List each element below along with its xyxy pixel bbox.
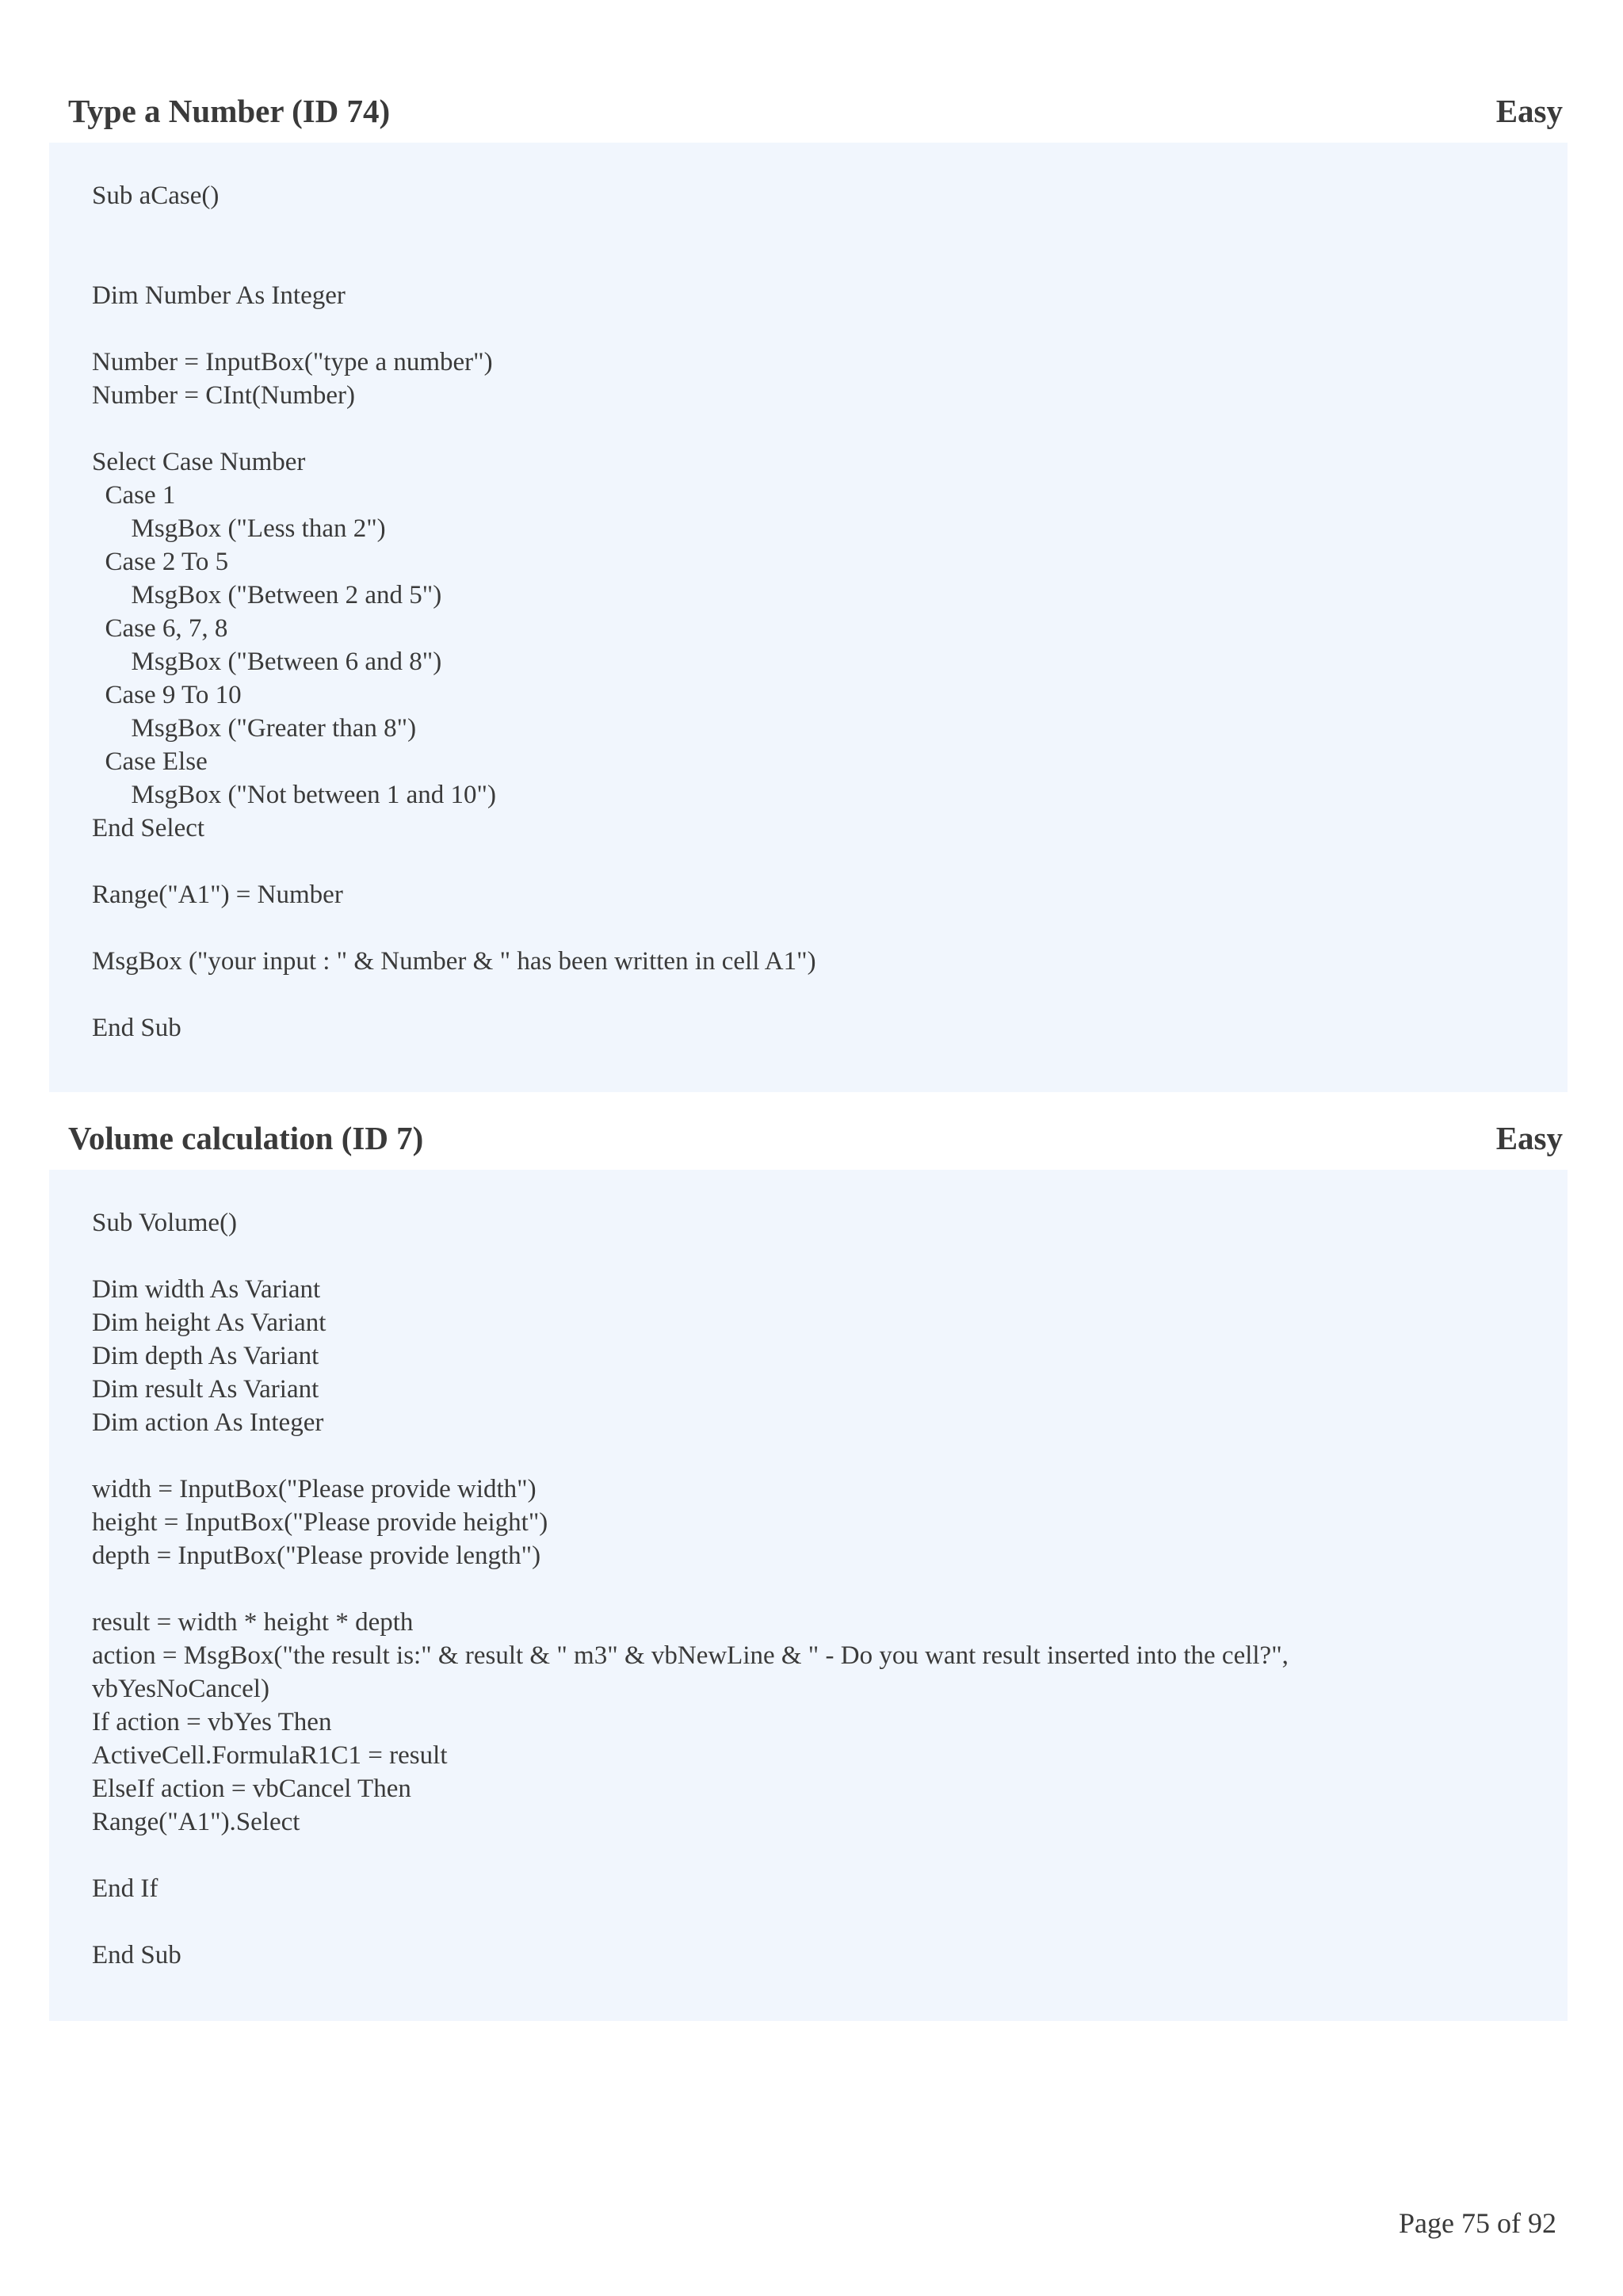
code-line (92, 246, 1568, 279)
code-line: Case 2 To 5 (92, 548, 229, 576)
code-line: ActiveCell.FormulaR1C1 = result (92, 1741, 448, 1770)
difficulty-label: Easy (1495, 93, 1563, 129)
difficulty-label: Easy (1495, 1120, 1563, 1156)
code-line: MsgBox ("Greater than 8") (92, 714, 417, 743)
section-volume-calculation (49, 1116, 1568, 1969)
code-block (49, 143, 1568, 1092)
code-line: Dim depth As Variant (92, 1342, 319, 1370)
code-line: If action = vbYes Then (92, 1708, 332, 1736)
code-line: ElseIf action = vbCancel Then (92, 1775, 411, 1803)
page-number: Page 75 of 92 (1399, 2207, 1556, 2239)
code-line: result = width * height * depth (92, 1608, 414, 1637)
section-header (49, 1116, 1568, 1160)
code-line (92, 978, 1568, 1011)
code-line: Case Else (92, 747, 208, 776)
code-line (92, 845, 1568, 878)
code-line: height = InputBox("Please provide height") (92, 1508, 548, 1537)
code-block (49, 1170, 1568, 2021)
code-line: Number = CInt(Number) (92, 381, 356, 410)
code-line: MsgBox ("Between 2 and 5") (92, 581, 442, 609)
code-line: action = MsgBox("the result is:" & result & " m3" & vbNewLine & " - Do you want result inserted into the cell?", (92, 1641, 1289, 1670)
section-header (49, 89, 1568, 133)
code-line: Select Case Number (92, 448, 306, 476)
code-line: MsgBox ("Between 6 and 8") (92, 648, 442, 676)
code-line: Case 1 (92, 481, 176, 510)
code-line (92, 412, 1568, 445)
code-line: End If (92, 1874, 158, 1903)
code-line (92, 1839, 1568, 1872)
code-line: MsgBox ("Less than 2") (92, 514, 386, 543)
code-line: Range("A1") = Number (92, 881, 343, 909)
code-line: MsgBox ("your input : " & Number & " has been written in cell A1") (92, 947, 816, 976)
code-line: Dim height As Variant (92, 1308, 327, 1337)
code-line (92, 1240, 1568, 1273)
code-line: width = InputBox("Please provide width") (92, 1475, 537, 1503)
code-line: MsgBox ("Not between 1 and 10") (92, 781, 496, 809)
code-line (92, 1572, 1568, 1606)
code-line (92, 312, 1568, 346)
code-line: Dim result As Variant (92, 1375, 319, 1404)
code-line: Case 6, 7, 8 (92, 614, 228, 643)
code-line: Sub Volume() (92, 1209, 238, 1237)
code-line: End Select (92, 814, 205, 842)
code-line: Number = InputBox("type a number") (92, 348, 493, 376)
code-line: Range("A1").Select (92, 1808, 300, 1836)
code-line: Case 9 To 10 (92, 681, 242, 709)
code-line (92, 911, 1568, 945)
code-line: End Sub (92, 1941, 181, 1969)
code-line (92, 212, 1568, 246)
section-type-a-number (49, 89, 1568, 1042)
section-title: Type a Number (ID 74) (68, 93, 391, 129)
code-line: End Sub (92, 1014, 181, 1042)
code-line: vbYesNoCancel) (92, 1675, 269, 1703)
code-line: Dim action As Integer (92, 1408, 324, 1437)
section-title: Volume calculation (ID 7) (68, 1120, 424, 1156)
code-line: Dim width As Variant (92, 1275, 321, 1304)
code-line (92, 1439, 1568, 1473)
code-line: depth = InputBox("Please provide length") (92, 1541, 541, 1570)
code-line (92, 1905, 1568, 1939)
code-line: Dim Number As Integer (92, 281, 346, 310)
code-line: Sub aCase() (92, 181, 220, 210)
